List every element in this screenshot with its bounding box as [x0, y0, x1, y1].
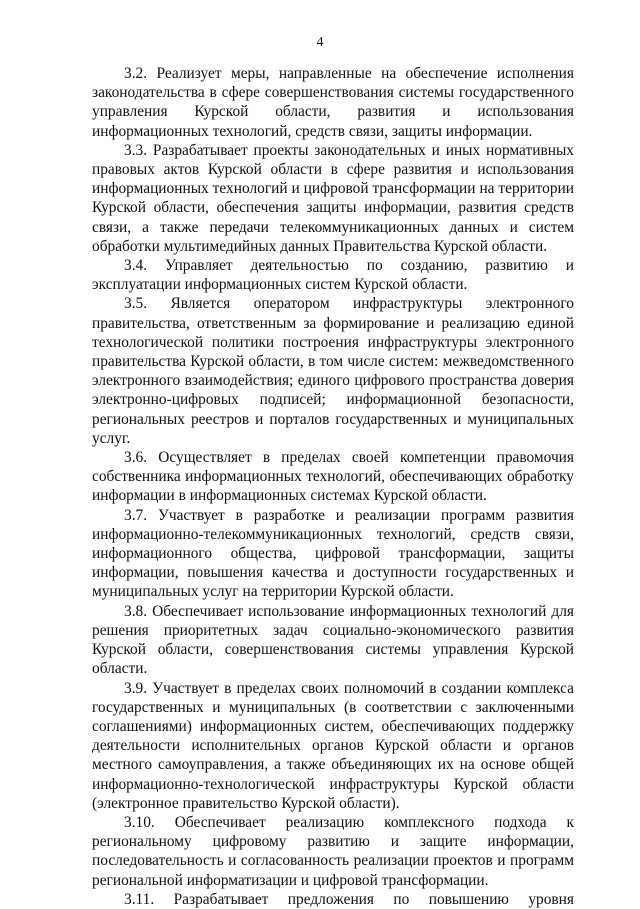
paragraph-3-7: 3.7. Участвует в разработке и реализации программ развития информационно-телекоммуникационных технологий, средств связи, информационного общества, цифровой трансформации, защиты информации, повышения качества и доступности государственных и муниципальных услуг на территории Курской области.	[92, 506, 574, 601]
paragraph-3-2: 3.2. Реализует меры, направленные на обеспечение исполнения законодательства в сфере совершенствования системы государственного управления Курской области, развития и использования информационных технологий, средств связи, защиты информации.	[92, 65, 574, 140]
page-number: 4	[316, 35, 324, 50]
document-body	[92, 64, 574, 909]
paragraph-3-4: 3.4. Управляет деятельностью по созданию, развитию и эксплуатации информационных систем Курской области.	[92, 257, 574, 294]
paragraph-3-11: 3.11. Разрабатывает предложения по повышению уровня	[124, 890, 574, 908]
paragraph-3-6: 3.6. Осуществляет в пределах своей компетенции правомочия собственника информационных технологий, обеспечивающих обработку информации в информационных системах Курской области.	[92, 449, 574, 505]
paragraph-3-8: 3.8. Обеспечивает использование информационных технологий для решения приоритетных задач социально-экономического развития Курской области, совершенствования системы управления Курской области.	[92, 602, 574, 678]
paragraph-3-10: 3.10. Обеспечивает реализацию комплексного подхода к региональному цифровому развитию и защите информации, последовательность и согласованность реализации проектов и программ региональной информатизации и цифровой трансформации.	[92, 813, 574, 889]
paragraph-3-5: 3.5. Является оператором инфраструктуры электронного правительства, ответственным за формирование и реализацию единой технологической политики построения инфраструктуры электронного правительства Курской области, в том числе систем: межведомственного электронного взаимодействия; единого цифрового пространства доверия электронно-цифровых подписей; информационной безопасности, региональных реестров и порталов государственных и муниципальных услуг.	[92, 295, 574, 447]
paragraph-3-3: 3.3. Разрабатывает проекты законодательных и иных нормативных правовых актов Курской области в сфере развития и использования информационных технологий и цифровой трансформации на территории Курской области, обеспечения защиты информации, развития средств связи, а также передачи телекоммуникационных данных и систем обработки мультимедийных данных Правительства Курской области.	[92, 141, 574, 255]
paragraph-3-9: 3.9. Участвует в пределах своих полномочий в создании комплекса государственных и муниципальных (в соответствии с заключенными соглашениями) информационных систем, обеспечивающих поддержку деятельности исполнительных органов Курской области и органов местного самоуправления, а также объединяющих их на основе общей информационно-технологической инфраструктуры Курской области (электронное правительство Курской области).	[92, 679, 574, 812]
